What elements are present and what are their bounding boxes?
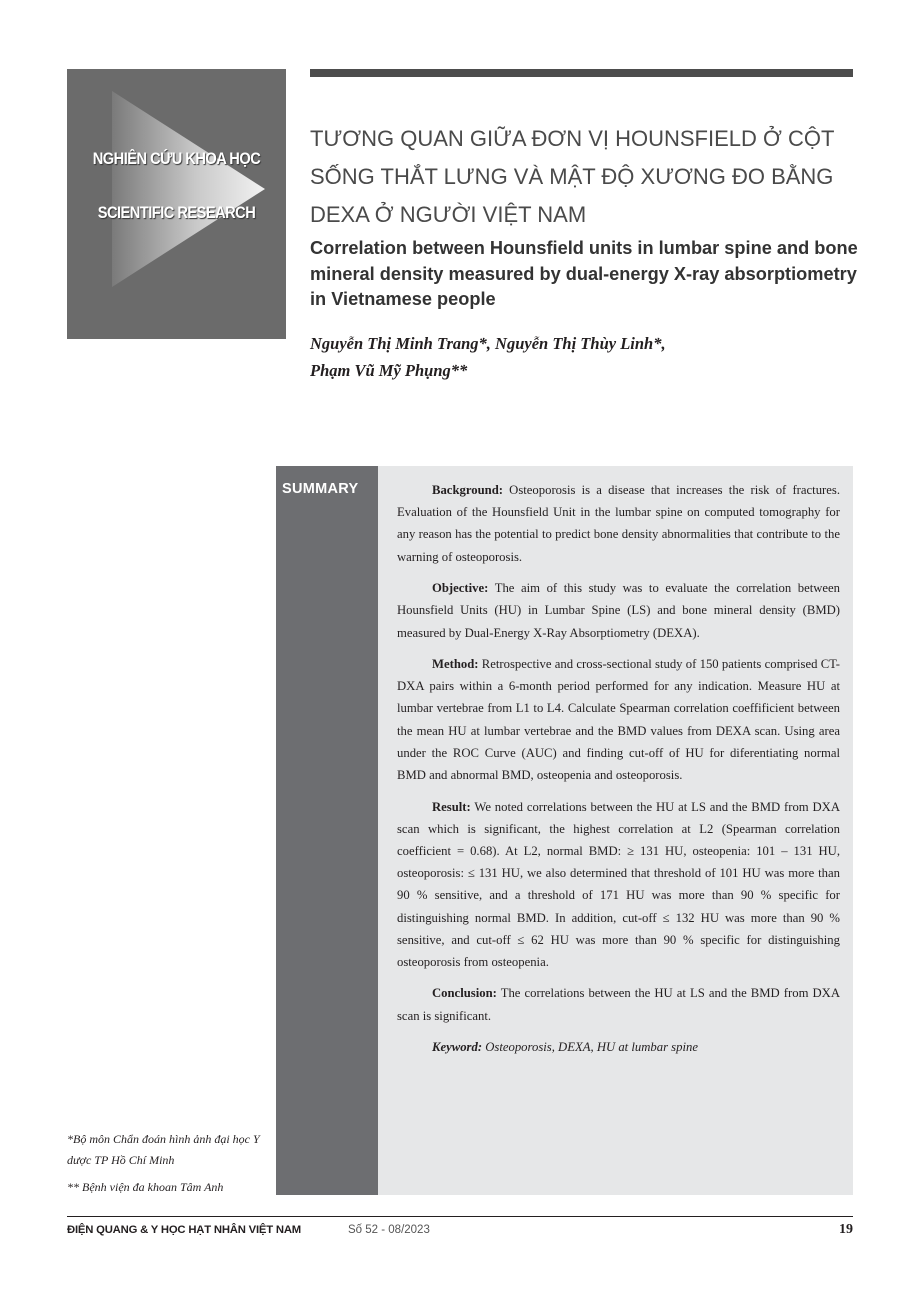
result-paragraph (397, 796, 840, 974)
background-paragraph (397, 479, 840, 568)
page-number: 19 (839, 1222, 853, 1237)
section-banner (67, 69, 286, 339)
author-line-2: Phạm Vũ Mỹ Phụng** (310, 361, 468, 380)
result-lead: Result: (432, 799, 471, 814)
background-text: Osteoporosis is a disease that increases the risk of fractures. Evaluation of the Hounsfield Unit in the lumbar spine on computed tomography for any reason has the potential to predict bone density abnormalities that contribute to the warning of osteoporosis. (397, 483, 840, 564)
banner-label-en: SCIENTIFIC RESEARCH (97, 203, 256, 222)
footer-issue: Số 52 - 08/2023 (348, 1224, 430, 1236)
summary-sidebar (276, 466, 378, 1195)
footer-rule (67, 1216, 853, 1217)
method-paragraph (397, 653, 840, 786)
footer-journal-name: ĐIỆN QUANG & Y HỌC HẠT NHÂN VIỆT NAM (67, 1224, 302, 1236)
method-lead: Method: (432, 657, 479, 672)
keyword-lead: Keyword: (432, 1040, 483, 1055)
objective-paragraph (397, 577, 840, 644)
header-rule (310, 69, 853, 77)
summary-text (397, 479, 840, 1068)
author-list (310, 330, 850, 384)
conclusion-lead: Conclusion: (432, 986, 497, 1001)
conclusion-text: The correlations between the HU at LS and the BMD from DXA scan is significant. (397, 986, 840, 1023)
objective-lead: Objective: (432, 581, 489, 596)
conclusion-paragraph (397, 982, 840, 1026)
method-text: Retrospective and cross-sectional study of 150 patients comprised CT-DXA pairs within a 6-month period performed for any indication. Measure HU at lumbar vertebrae from L1 to L4. Calculate Spearman correlation coeffificient between the mean HU at lumbar vertebrae and the BMD values from DEXA scan. Using area under the ROC Curve (AUC) and finding cut-off of HU for diferentiating normal BMD and abnormal BMD, osteopenia and osteoporosis. (397, 657, 840, 783)
affiliation-1: *Bộ môn Chẩn đoán hình ảnh đại học Y dược TP Hồ Chí Minh (67, 1132, 260, 1167)
title-vietnamese: TƯƠNG QUAN GIỮA ĐƠN VỊ HOUNSFIELD Ở CỘT SỐNG THẮT LƯNG VÀ MẬT ĐỘ XƯƠNG ĐO BẰNG DEXA Ở NGƯỜI VIỆT NAM (310, 126, 835, 227)
summary-box (276, 466, 853, 1195)
objective-text: The aim of this study was to evaluate the correlation between Hounsfield Units (HU) in Lumbar Spine (LS) and bone mineral density (BMD) measured by Dual-Energy X-Ray Absorptiometry (DEXA). (397, 581, 840, 640)
title-english: Correlation between Hounsfield units in lumbar spine and bone mineral density measured by dual-energy X-ray absorptiometry in Vietnamese people (310, 238, 858, 309)
summary-heading: SUMMARY (282, 481, 359, 497)
background-lead: Background: (432, 483, 503, 497)
result-text: We noted correlations between the HU at LS and the BMD from DXA scan which is significant, the highest correlation at L2 (Spearman correlation coefficient = 0.68). At L2, normal BMD: ≥ 131 HU, osteopenia: 101 – 131 HU, osteoporosis: ≤ 131 HU, we also determined that threshold of 101 HU was more than 90 % sensitive, and a threshold of 171 HU was more than 90 % specific for distinguishing normal BMD. In addition, cut-off ≤ 132 HU was more than 90 % sensitive, and cut-off ≤ 62 HU was more than 90 % specific for distinguishing osteoporosis from osteopenia. (397, 799, 840, 969)
banner-label-vn: NGHIÊN CỨU KHOA HỌC (92, 149, 261, 168)
keyword-text: Osteoporosis, DEXA, HU at lumbar spine (482, 1040, 698, 1055)
affiliation-2: ** Bệnh viện đa khoan Tâm Anh (67, 1180, 224, 1194)
summary-body (378, 466, 853, 1195)
affiliations (67, 1129, 277, 1204)
keyword-paragraph (397, 1036, 840, 1058)
author-line-1: Nguyễn Thị Minh Trang*, Nguyễn Thị Thùy Linh*, (310, 334, 666, 353)
